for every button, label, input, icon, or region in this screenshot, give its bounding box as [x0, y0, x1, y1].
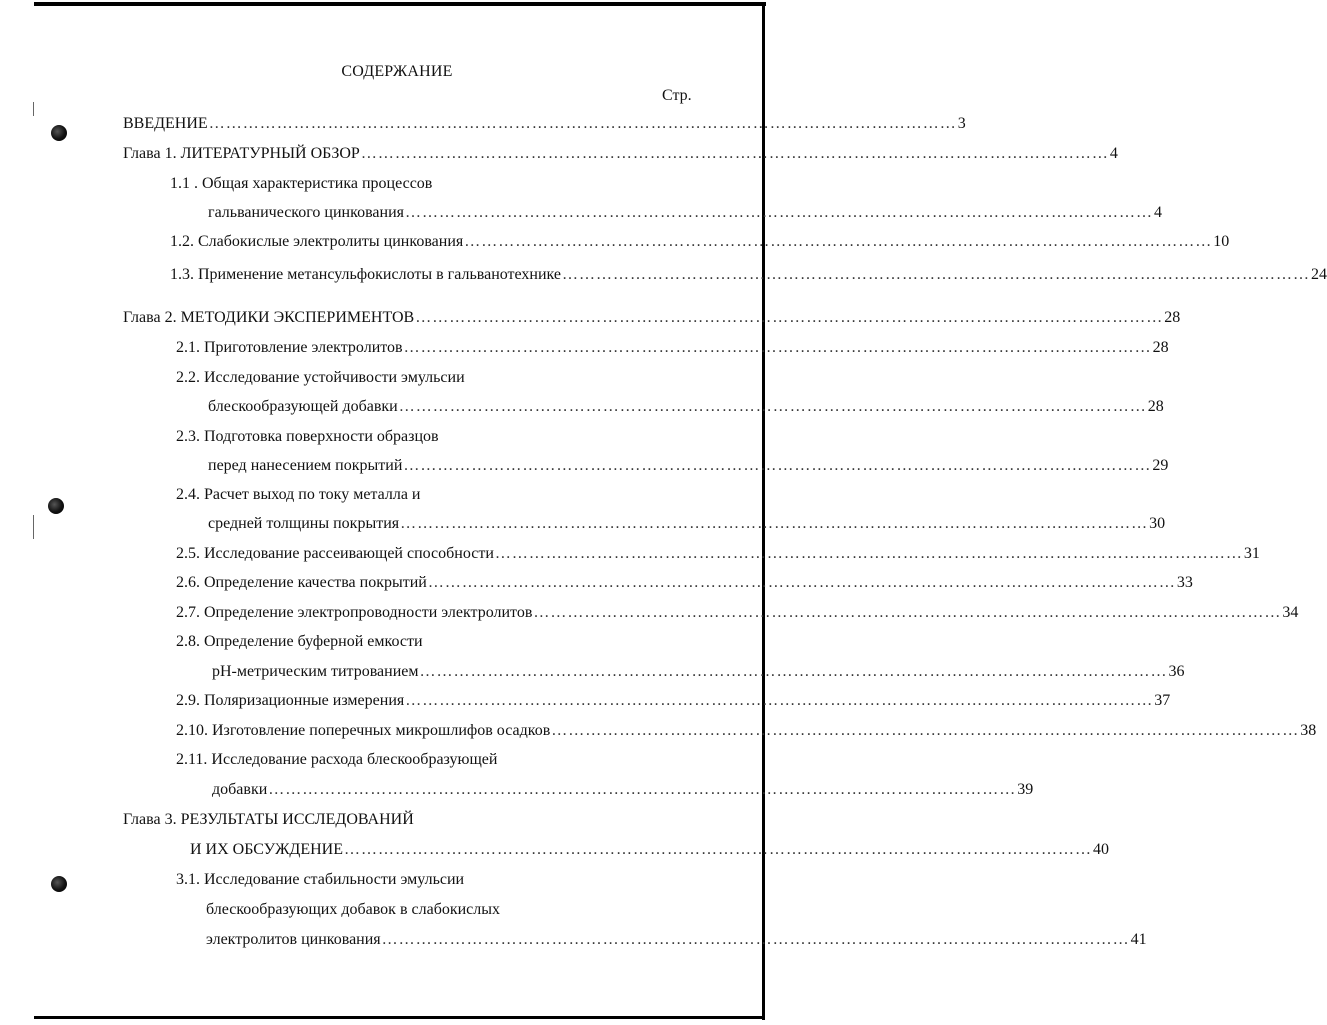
toc-entry: [176, 632, 423, 652]
toc-entry-text: 2.9. Поляризационные измерения: [176, 692, 405, 709]
toc-entry: [176, 368, 465, 388]
leader-dots: ……………………………………………………………………………………………………………………: [494, 545, 1243, 562]
leader-dots: ……………………………………………………………………………………………………………………: [360, 145, 1109, 162]
leader-dots: ……………………………………………………………………………………………………………………: [551, 722, 1300, 739]
toc-entry-text: 1.1 . Общая характеристика процессов: [170, 175, 433, 192]
toc-entry: [212, 662, 1185, 682]
toc-entry: [176, 485, 420, 505]
toc-entry-text: 2.2. Исследование устойчивости эмульсии: [176, 369, 465, 386]
toc-entry-text: 3.1. Исследование стабильности эмульсии: [176, 871, 465, 888]
toc-entry: [123, 114, 966, 134]
toc-page-number: 36: [1168, 663, 1185, 680]
toc-page-number: 4: [1109, 145, 1118, 162]
toc-entry-text: перед нанесением покрытий: [208, 457, 403, 474]
toc-entry-text: электролитов цинкования: [206, 931, 381, 948]
toc-entry: [170, 265, 1327, 285]
toc-entry: [206, 900, 500, 920]
leader-dots: ……………………………………………………………………………………………………………………: [419, 663, 1168, 680]
leader-dots: ……………………………………………………………………………………………………………………: [562, 266, 1311, 283]
toc-entry: [208, 456, 1169, 476]
toc-entry: [212, 780, 1034, 800]
toc-page-number: 39: [1017, 781, 1034, 798]
leader-dots: ……………………………………………………………………………………………………………………: [400, 515, 1149, 532]
scan-border-bottom: [34, 1016, 765, 1019]
toc-entry-text: 2.6. Определение качества покрытий: [176, 574, 427, 591]
toc-entry-text: средней толщины покрытия: [208, 515, 400, 532]
toc-entry: [176, 427, 439, 447]
toc-entry-text: 1.3. Применение метансульфокислоты в гальванотехнике: [170, 266, 562, 283]
toc-entry: [176, 573, 1193, 593]
leader-dots: ……………………………………………………………………………………………………………………: [398, 398, 1147, 415]
punch-hole-icon: [51, 876, 67, 892]
toc-entry-text: И ИХ ОБСУЖДЕНИЕ: [190, 841, 343, 858]
toc-page-number: 40: [1093, 841, 1109, 858]
toc-page-number: 28: [1164, 309, 1181, 326]
toc-entry-text: добавки: [212, 781, 268, 798]
punch-hole-icon: [51, 125, 67, 141]
toc-entry: [208, 514, 1166, 534]
toc-entry-text: 1.2. Слабокислые электролиты цинкования: [170, 233, 464, 250]
leader-dots: ……………………………………………………………………………………………………………………: [381, 931, 1130, 948]
toc-entry: [176, 603, 1299, 623]
toc-page-number: 10: [1213, 233, 1230, 250]
toc-entry-text: Глава 1. ЛИТЕРАТУРНЫЙ ОБЗОР: [123, 145, 360, 162]
toc-entry-text: блескообразующей добавки: [208, 398, 398, 415]
toc-page-number: 33: [1176, 574, 1193, 591]
toc-entry-text: 2.3. Подготовка поверхности образцов: [176, 428, 439, 445]
toc-page-number: 3: [957, 115, 966, 132]
toc-entry-text: блескообразующих добавок в слабокислых: [206, 901, 501, 918]
toc-entry: [176, 870, 464, 890]
leader-dots: ……………………………………………………………………………………………………………………: [533, 604, 1282, 621]
toc-entry: [170, 232, 1230, 252]
toc-entry: [208, 397, 1164, 417]
toc-entry-text: 2.10. Изготовление поперечных микрошлифов осадков: [176, 722, 551, 739]
toc-entry-text: 2.4. Расчет выход по току металла и: [176, 486, 421, 503]
toc-entry-text: 2.7. Определение электропроводности электролитов: [176, 604, 533, 621]
toc-entry-text: 2.8. Определение буферной емкости: [176, 633, 423, 650]
leader-dots: ……………………………………………………………………………………………………………………: [405, 204, 1154, 221]
scan-mark: [33, 515, 34, 539]
leader-dots: ……………………………………………………………………………………………………………………: [208, 115, 957, 132]
toc-page-number: 24: [1311, 266, 1327, 283]
toc-entry: [176, 544, 1260, 564]
toc-entry-text: Глава 2. МЕТОДИКИ ЭКСПЕРИМЕНТОВ: [123, 309, 415, 326]
leader-dots: ……………………………………………………………………………………………………………………: [268, 781, 1017, 798]
toc-page-number: 31: [1243, 545, 1260, 562]
leader-dots: ……………………………………………………………………………………………………………………: [464, 233, 1213, 250]
leader-dots: ……………………………………………………………………………………………………………………: [344, 841, 1092, 858]
toc-entry: [176, 750, 497, 770]
toc-entry-text: 2.1. Приготовление электролитов: [176, 339, 403, 356]
toc-page-number: 29: [1152, 457, 1169, 474]
leader-dots: ……………………………………………………………………………………………………………………: [427, 574, 1176, 591]
toc-entry: [206, 930, 1147, 950]
leader-dots: ……………………………………………………………………………………………………………………: [403, 339, 1152, 356]
scan-border-top: [34, 2, 766, 6]
toc-entry: [123, 144, 1118, 164]
toc-entry-text: ВВЕДЕНИЕ: [123, 115, 208, 132]
page-column-label: Стр.: [662, 87, 692, 104]
toc-page-number: 28: [1147, 398, 1164, 415]
toc-page-number: 30: [1149, 515, 1166, 532]
leader-dots: ……………………………………………………………………………………………………………………: [415, 309, 1164, 326]
leader-dots: ……………………………………………………………………………………………………………………: [403, 457, 1152, 474]
punch-hole-icon: [48, 498, 64, 514]
toc-page-number: 37: [1154, 692, 1171, 709]
toc-entry-text: 2.11. Исследование расхода блескообразующей: [176, 751, 498, 768]
scan-mark: [33, 102, 34, 116]
toc-page-number: 38: [1300, 722, 1317, 739]
toc-page-number: 28: [1152, 339, 1169, 356]
document-title: СОДЕРЖАНИЕ: [341, 63, 453, 80]
toc-entry: [208, 203, 1163, 223]
toc-page-number: 34: [1282, 604, 1299, 621]
toc-entry-text: гальванического цинкования: [208, 204, 405, 221]
toc-page-number: 41: [1130, 931, 1147, 948]
toc-entry: [123, 810, 414, 830]
toc-entry-text: Глава 3. РЕЗУЛЬТАТЫ ИССЛЕДОВАНИЙ: [123, 811, 414, 828]
toc-entry: [176, 721, 1317, 741]
toc-entry: [170, 174, 432, 194]
toc-entry-text: pH-метрическим титрованием: [212, 663, 419, 680]
toc-entry: [190, 840, 1109, 860]
toc-page-number: 4: [1154, 204, 1163, 221]
toc-entry: [176, 338, 1169, 358]
leader-dots: ……………………………………………………………………………………………………………………: [405, 692, 1154, 709]
toc-entry: [176, 691, 1171, 711]
toc-entry-text: 2.5. Исследование рассеивающей способности: [176, 545, 494, 562]
toc-entry: [123, 308, 1181, 328]
